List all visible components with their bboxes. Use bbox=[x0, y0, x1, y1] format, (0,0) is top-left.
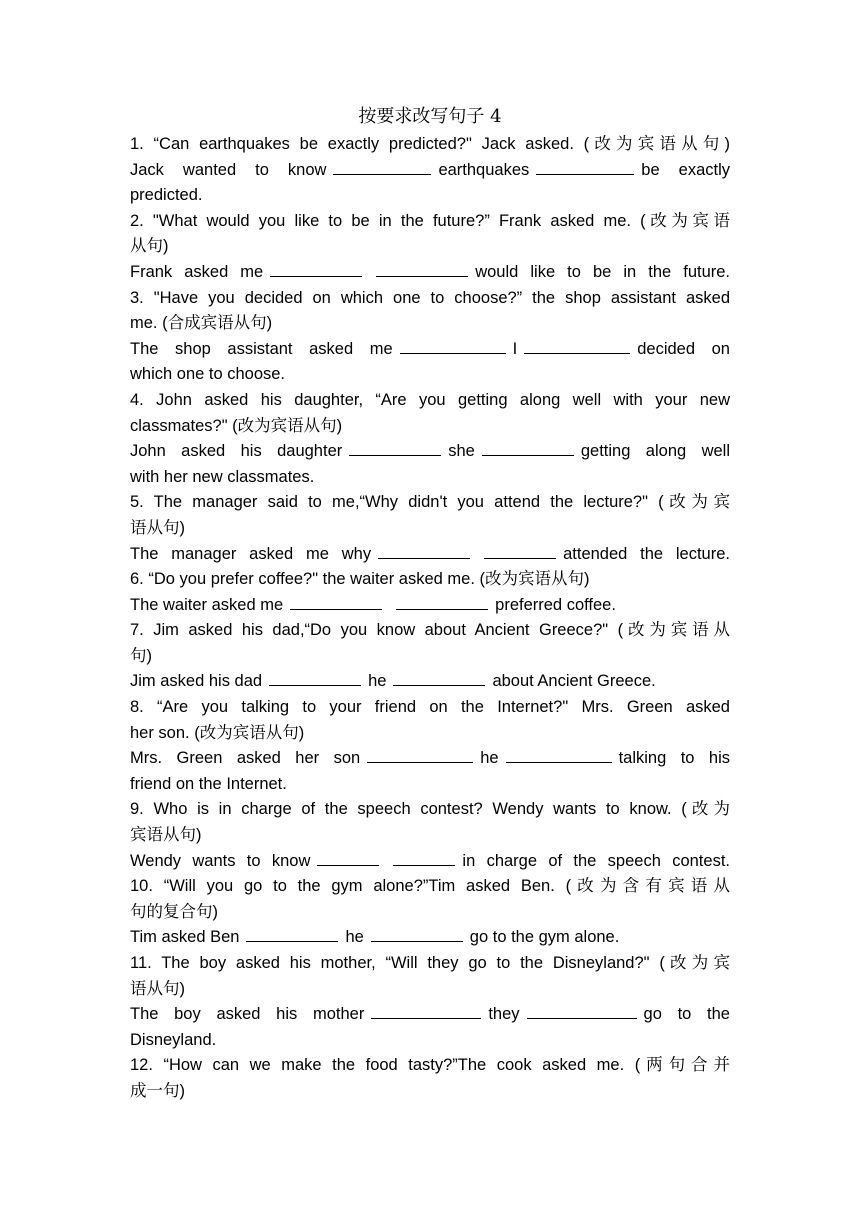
question-prompt-continuation: 句) bbox=[130, 646, 152, 665]
answer-text: The manager asked me why bbox=[130, 544, 372, 563]
question-prompt: 2. "What would you like to be in the future?” Frank asked me. (改为宾语 bbox=[130, 211, 730, 230]
question-prompt-continuation: 语从句) bbox=[130, 518, 185, 537]
question-9 bbox=[130, 797, 730, 874]
answer-line bbox=[130, 746, 730, 772]
answer-continuation: Disneyland. bbox=[130, 1030, 217, 1049]
answer-blank[interactable] bbox=[290, 594, 382, 610]
question-2 bbox=[130, 209, 730, 286]
question-prompt: 1. “Can earthquakes be exactly predicted?" Jack asked. (改为宾语从句) bbox=[130, 135, 730, 153]
question-prompt: 6. “Do you prefer coffee?" the waiter asked me. (改为宾语从句) bbox=[130, 570, 590, 589]
answer-text: earthquakes bbox=[438, 160, 530, 179]
document-title: 按要求改写句子 4 bbox=[358, 106, 502, 127]
answer-continuation: friend on the Internet. bbox=[130, 774, 287, 793]
question-prompt-continuation: her son. (改为宾语从句) bbox=[130, 723, 305, 742]
answer-blank[interactable] bbox=[393, 670, 485, 686]
answer-blank[interactable] bbox=[333, 159, 431, 175]
answer-blank[interactable] bbox=[246, 926, 338, 942]
question-prompt: 10. “Will you go to the gym alone?”Tim asked Ben. (改为含有宾语从 bbox=[130, 877, 730, 896]
answer-text: she bbox=[448, 442, 475, 461]
answer-text: Jim asked his dad bbox=[130, 672, 263, 691]
answer-text: Frank asked me bbox=[130, 262, 264, 281]
question-1 bbox=[130, 132, 730, 209]
question-8 bbox=[130, 695, 730, 797]
answer-line bbox=[130, 439, 730, 465]
question-prompt-continuation: 从句) bbox=[130, 237, 169, 256]
answer-text: Wendy wants to know bbox=[130, 851, 311, 870]
answer-text: they bbox=[488, 1005, 520, 1024]
question-10 bbox=[130, 874, 730, 951]
answer-text: The boy asked his mother bbox=[130, 1005, 365, 1024]
answer-blank[interactable] bbox=[349, 440, 441, 456]
answer-blank[interactable] bbox=[378, 543, 470, 559]
question-prompt: 3. "Have you decided on which one to choose?” the shop assistant asked bbox=[130, 288, 730, 307]
question-5 bbox=[130, 490, 730, 567]
answer-line bbox=[130, 158, 730, 184]
answer-text: he bbox=[368, 672, 387, 691]
answer-blank[interactable] bbox=[396, 594, 488, 610]
question-prompt: 12. “How can we make the food tasty?”The cook asked me. (两句合并 bbox=[130, 1056, 730, 1075]
answer-text: Mrs. Green asked her son bbox=[130, 749, 361, 768]
answer-line bbox=[130, 925, 730, 951]
answer-blank[interactable] bbox=[367, 747, 473, 763]
answer-text: I bbox=[512, 339, 518, 358]
answer-text: attended the lecture. bbox=[563, 544, 730, 563]
answer-line bbox=[130, 669, 730, 695]
question-prompt-continuation: 宾语从句) bbox=[130, 826, 202, 845]
answer-text: go to the bbox=[643, 1005, 730, 1024]
question-prompt: 8. “Are you talking to your friend on the Internet?" Mrs. Green asked bbox=[130, 698, 730, 717]
answer-text: The shop assistant asked me bbox=[130, 339, 393, 358]
answer-blank[interactable] bbox=[482, 440, 574, 456]
answer-line bbox=[130, 337, 730, 363]
answer-blank[interactable] bbox=[376, 261, 468, 277]
answer-blank[interactable] bbox=[524, 338, 630, 354]
answer-text: go to the gym alone. bbox=[469, 928, 620, 947]
answer-text: Tim asked Ben bbox=[130, 928, 240, 947]
answer-continuation: with her new classmates. bbox=[130, 467, 315, 486]
answer-text: getting along well bbox=[580, 442, 730, 461]
answer-line bbox=[130, 593, 730, 619]
question-6 bbox=[130, 567, 730, 618]
question-prompt-continuation: 成一句) bbox=[130, 1081, 185, 1100]
answer-blank[interactable] bbox=[400, 338, 506, 354]
answer-line bbox=[130, 849, 730, 875]
question-prompt: 4. John asked his daughter, “Are you getting along well with your new bbox=[130, 390, 730, 409]
question-prompt: 9. Who is in charge of the speech contest? Wendy wants to know. (改为 bbox=[130, 800, 730, 819]
answer-line bbox=[130, 1002, 730, 1028]
answer-text: decided on bbox=[637, 339, 730, 358]
answer-blank[interactable] bbox=[317, 850, 379, 866]
answer-text: Jack wanted to know bbox=[130, 160, 327, 179]
answer-text: he bbox=[480, 749, 499, 768]
answer-blank[interactable] bbox=[527, 1003, 637, 1019]
answer-text: about Ancient Greece. bbox=[492, 672, 656, 691]
answer-line bbox=[130, 260, 730, 286]
answer-blank[interactable] bbox=[393, 850, 455, 866]
answer-blank[interactable] bbox=[270, 261, 362, 277]
answer-text: John asked his daughter bbox=[130, 442, 343, 461]
answer-text: in charge of the speech contest. bbox=[462, 851, 730, 870]
question-prompt-continuation: 语从句) bbox=[130, 979, 185, 998]
answer-blank[interactable] bbox=[536, 159, 634, 175]
answer-text: would like to be in the future. bbox=[475, 262, 731, 281]
question-prompt: 7. Jim asked his dad,“Do you know about Ancient Greece?" (改为宾语从 bbox=[130, 621, 730, 640]
question-prompt-continuation: 句的复合句) bbox=[130, 902, 218, 921]
answer-text: The waiter asked me bbox=[130, 595, 284, 614]
question-prompt: 5. The manager said to me,“Why didn't you attend the lecture?" (改为宾 bbox=[130, 493, 730, 512]
answer-text: be exactly bbox=[641, 160, 730, 179]
question-prompt: 11. The boy asked his mother, “Will they go to the Disneyland?" (改为宾 bbox=[130, 954, 730, 972]
answer-blank[interactable] bbox=[269, 670, 361, 686]
question-prompt-continuation: me. (合成宾语从句) bbox=[130, 314, 273, 333]
answer-blank[interactable] bbox=[371, 1003, 481, 1019]
answer-text: talking to his bbox=[618, 749, 731, 768]
answer-text: preferred coffee. bbox=[495, 595, 616, 614]
answer-blank[interactable] bbox=[484, 543, 556, 559]
question-4 bbox=[130, 388, 730, 490]
question-7 bbox=[130, 618, 730, 695]
answer-blank[interactable] bbox=[371, 926, 463, 942]
answer-line bbox=[130, 542, 730, 568]
question-prompt-continuation: classmates?" (改为宾语从句) bbox=[130, 416, 343, 435]
answer-continuation: predicted. bbox=[130, 186, 203, 205]
document-page bbox=[130, 104, 730, 1105]
answer-continuation: which one to choose. bbox=[130, 365, 286, 384]
answer-blank[interactable] bbox=[506, 747, 612, 763]
question-12 bbox=[130, 1053, 730, 1104]
question-11 bbox=[130, 951, 730, 1053]
question-3 bbox=[130, 286, 730, 388]
answer-text: he bbox=[345, 928, 364, 947]
